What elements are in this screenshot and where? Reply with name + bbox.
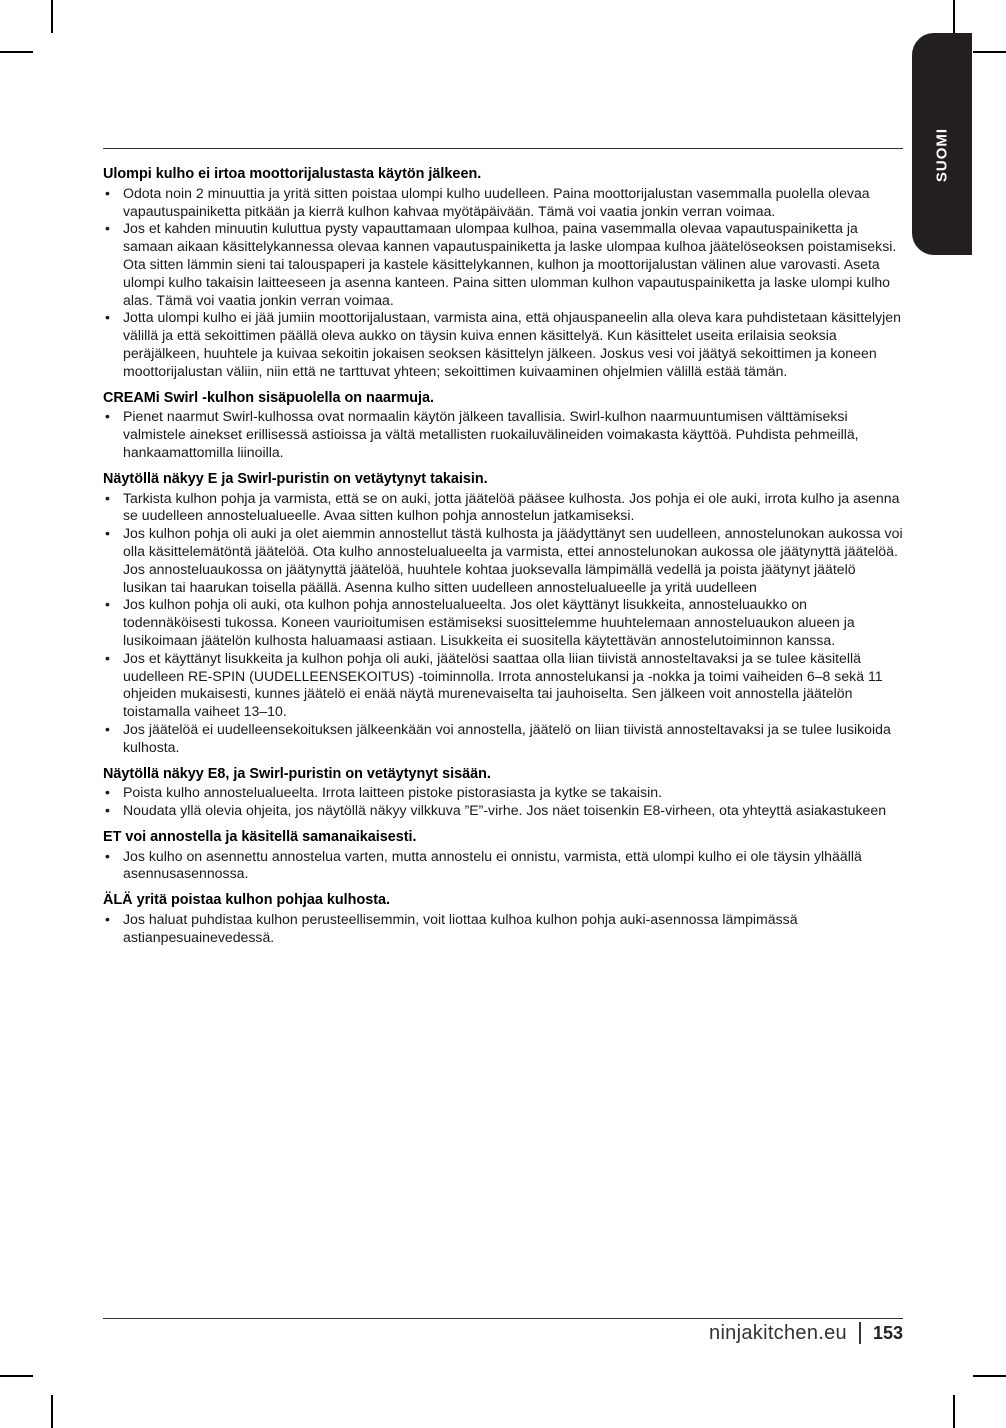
- list-item: [103, 408, 903, 461]
- list-item-text: Pienet naarmut Swirl-kulhossa ovat normaalin käytön jälkeen tavallisia. Swirl-kulhon naarmuuntumisen välttämiseksi valmistele ainekset erillisessä astioissa ja vältä metallisten ruokailuvälineiden voimakasta käyttöä. Puhdista pehmeillä, hankaamattomilla liinoilla.: [123, 408, 859, 460]
- bullet-icon: •: [105, 489, 110, 506]
- list-item-text: Odota noin 2 minuuttia ja yritä sitten poistaa ulompi kulho uudelleen. Paina moottorijalustan vasemmalla puolella olevaa vapautuspainiketta pitkään ja kierrä kulhon kahvaa myötäpäivään. Tämä voi vaatia jonkin verran voimaa.: [123, 184, 870, 219]
- list-item-text: Jos et kahden minuutin kuluttua pysty vapauttamaan ulompaa kulhoa, paina vasemmalla olevaa vapautuspainiketta ja samaan aikaan käsittelykannessa olevaa kannen vapautuspainiketta ja laske ulompaa kulhoa jäätelöseoksen poistamiseksi. Ota sitten lämmin sieni tai talouspaperi ja kastele käsittelykannen, kulhon ja moottorijalustan välinen alue varovasti. Aseta ulompi kulho takaisin laitteeseen ja asenna kanteen. Paina sitten ulomman kulhon vapautuspainiketta ja laske ulompi kulho alas. Tämä voi vaatia jonkin verran voimaa.: [123, 220, 897, 308]
- bullet-icon: •: [105, 649, 110, 666]
- list-item-text: Jos kulhon pohja oli auki ja olet aiemmin annostellut tästä kulhosta ja jäädyttänyt sen uudelleen, annostelunokan aukossa voi olla käsittelemätöntä jäätelöä. Ota kulho annostelualueelta ja varmista, ettei annostelunokan aukossa ole jäätynyttä jäätelöä. Jos annosteluaukossa on jäätynyttä jäätelöä, huuhtele kohtaa juoksevalla lämpimällä vedellä ja poista jäätynyt jäätelö lusikan tai haarukan toisella päällä. Asenna kulho sitten uudelleen annostelualueelle ja yritä uudelleen: [123, 525, 903, 595]
- page-footer: [600, 1318, 903, 1348]
- bullet-list: [103, 784, 903, 820]
- troubleshooting-content: [103, 166, 903, 956]
- top-divider: [103, 148, 903, 149]
- bullet-list: [103, 408, 903, 461]
- bullet-icon: •: [105, 184, 110, 201]
- crop-mark: [953, 0, 955, 33]
- list-item: [103, 848, 903, 884]
- crop-mark: [51, 0, 53, 33]
- bullet-icon: •: [105, 911, 110, 928]
- bullet-icon: •: [105, 525, 110, 542]
- list-item: [103, 309, 903, 380]
- section-heading: Näytöllä näkyy E ja Swirl-puristin on vetäytynyt takaisin.: [103, 470, 488, 487]
- list-item: [103, 650, 903, 721]
- bullet-icon: •: [105, 784, 110, 801]
- list-item-text: Jos haluat puhdistaa kulhon perusteellisemmin, voit liottaa kulhoa kulhon pohja auki-asennossa lämpimässä astianpesuainevedessä.: [123, 911, 798, 945]
- bullet-icon: •: [105, 408, 110, 425]
- section-heading: Näytöllä näkyy E8, ja Swirl-puristin on vetäytynyt sisään.: [103, 765, 491, 782]
- list-item: [103, 525, 903, 596]
- footer-website: ninjakitchen.eu: [709, 1321, 847, 1344]
- crop-mark: [953, 1395, 955, 1428]
- bullet-icon: •: [105, 802, 110, 819]
- list-item-text: Poista kulho annostelualueelta. Irrota laitteen pistoke pistorasiasta ja kytke se takaisin.: [123, 784, 662, 801]
- list-item: [103, 596, 903, 649]
- section: [103, 166, 903, 381]
- bullet-icon: •: [105, 309, 110, 326]
- list-item: [103, 220, 903, 309]
- crop-mark: [973, 51, 1006, 53]
- crop-mark: [973, 1375, 1006, 1377]
- footer-separator: [859, 1322, 861, 1344]
- section-heading: Ulompi kulho ei irtoa moottorijalustasta käytön jälkeen.: [103, 166, 482, 182]
- list-item: [103, 911, 903, 947]
- section: [103, 471, 903, 757]
- list-item-text: Jos et käyttänyt lisukkeita ja kulhon pohja oli auki, jäätelösi saattaa olla liian tiivistä annosteltavaksi ja se tulee käsitellä uudelleen RE-SPIN (UUDELLEENSEKOITUS) -toiminnolla. Irrota annostelukansi ja -nokka ja toimi vaiheiden 6–8 sekä 11 ohjeiden mukaisesti, kunnes jäätelö ei enää näytä murenevaiselta tai jauhoiselta. Sen jälkeen voit annostella jäätelön toistamalla vaiheet 13–10.: [123, 649, 883, 720]
- crop-mark: [0, 1375, 33, 1377]
- bullet-icon: •: [105, 220, 110, 237]
- language-tab: [912, 33, 972, 255]
- list-item-text: Jos kulhon pohja oli auki, ota kulhon pohja annostelualueelta. Jos olet käyttänyt lisukkeita, annosteluaukko on todennäköisesti tukossa. Koneen vaurioitumisen estämiseksi suosittelemme huuhtelemaan annosteluaukon alueen ja lusikoimaan jäätelön kulhosta haluamaasi astiaan. Lisukkeita ei suositella käytettävän annostelutoiminnon kanssa.: [123, 596, 855, 648]
- page-number: 153: [872, 1322, 903, 1343]
- bullet-icon: •: [105, 847, 110, 864]
- list-item: [103, 185, 903, 221]
- list-item: [103, 721, 903, 757]
- list-item: [103, 802, 903, 820]
- bullet-icon: •: [105, 720, 110, 737]
- list-item: [103, 784, 903, 802]
- section: [103, 892, 903, 946]
- bullet-list: [103, 848, 903, 884]
- bullet-list: [103, 911, 903, 947]
- crop-mark: [51, 1395, 53, 1428]
- section-heading: ET voi annostella ja käsitellä samanaikaisesti.: [103, 828, 417, 845]
- language-tab-label: SUOMI: [933, 127, 951, 183]
- bullet-list: [103, 490, 903, 757]
- bullet-icon: •: [105, 596, 110, 613]
- list-item-text: Jos kulho on asennettu annostelua varten, mutta annostelu ei onnistu, varmista, että ulompi kulho ei ole täysin ylhäällä asennusasennossa.: [123, 847, 862, 882]
- list-item: [103, 490, 903, 526]
- bullet-list: [103, 185, 903, 381]
- section-heading: ÄLÄ yritä poistaa kulhon pohjaa kulhosta.: [103, 892, 391, 909]
- section-heading: CREAMi Swirl -kulhon sisäpuolella on naarmuja.: [103, 389, 435, 406]
- list-item-text: Tarkista kulhon pohja ja varmista, että se on auki, jotta jäätelöä pääsee kulhosta. Jos pohja ei ole auki, irrota kulho ja asenna se uudelleen annostelualueelle. Avaa sitten kulhon pohja annostelun jatkamiseksi.: [123, 489, 900, 524]
- section: [103, 390, 903, 462]
- list-item-text: Jotta ulompi kulho ei jää jumiin moottorijalustaan, varmista aina, että ohjauspaneelin alla oleva kara puhdistetaan käsittelyjen välillä ja että sekoittimen päällä oleva aukko on täysin kuiva ennen käsittelyä. Kun käsittelet useita erilaisia seoksia peräjälkeen, huuhtele ja kuivaa sekoitin jokaisen seoksen käsittelyn jälkeen. Joskus vesi voi jäätyä sekoittimen ja koneen moottorijalustan väliin, niin että ne tarttuvat yhteen; sekoittimen kuivaaminen ohjelmien välillä estää tämän.: [123, 309, 901, 379]
- section: [103, 829, 903, 883]
- section: [103, 766, 903, 820]
- list-item-text: Jos jäätelöä ei uudelleensekoituksen jälkeenkään voi annostella, jäätelö on liian tiivistä annosteltavaksi ja se tulee lusikoida kulhosta.: [123, 720, 891, 755]
- crop-mark: [0, 51, 33, 53]
- list-item-text: Noudata yllä olevia ohjeita, jos näytöllä näkyy vilkkuva ”E”-virhe. Jos näet toisenkin E8-virheen, ota yhteyttä asiakastukeen: [123, 802, 887, 819]
